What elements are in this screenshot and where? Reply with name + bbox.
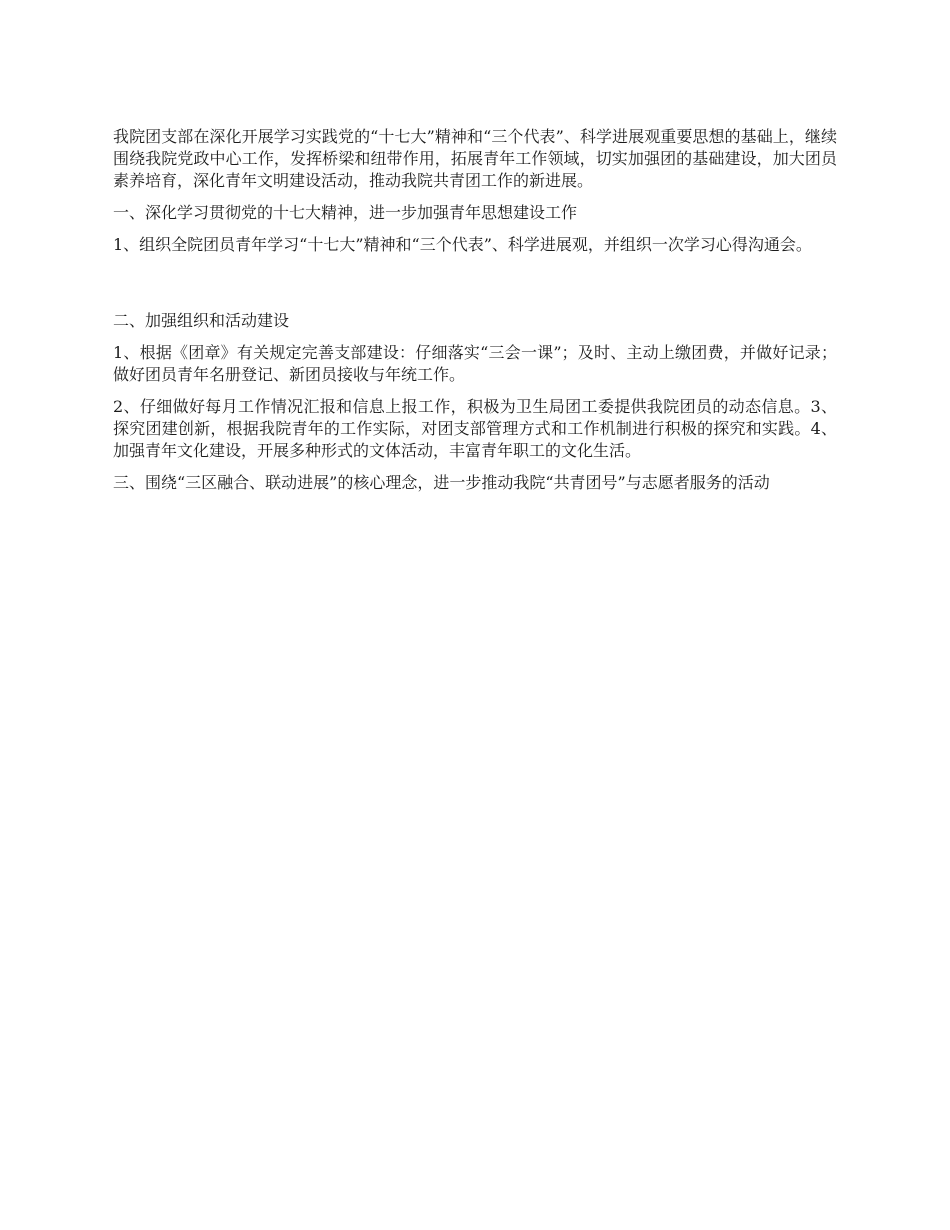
section-1-item-1: 1、组织全院团员青年学习“十七大”精神和“三个代表”、科学进展观，并组织一次学习心得沟通会。 <box>113 235 812 254</box>
document-body <box>113 126 837 504</box>
section-heading-3: 三、围绕“三区融合、联动进展”的核心理念，进一步推动我院“共青团号”与志愿者服务的活动 <box>113 473 770 492</box>
blank-spacer <box>113 266 837 310</box>
section-2-item-2: 2、仔细做好每月工作情况汇报和信息上报工作，积极为卫生局团工委提供我院团员的动态信息。3、探究团建创新，根据我院青年的工作实际，对团支部管理方式和工作机制进行积极的探究和实践。4、加强青年文化建设，开展多种形式的文体活动，丰富青年职工的文化生活。 <box>113 397 837 460</box>
section-2-item-1: 1、根据《团章》有关规定完善支部建设：仔细落实“三会一课”；及时、主动上缴团费，并做好记录；做好团员青年名册登记、新团员接收与年统工作。 <box>113 343 837 384</box>
intro-paragraph: 我院团支部在深化开展学习实践党的“十七大”精神和“三个代表”、科学进展观重要思想的基础上，继续围绕我院党政中心工作，发挥桥梁和纽带作用，拓展青年工作领域，切实加强团的基础建设，加大团员素养培育，深化青年文明建设活动，推动我院共青团工作的新进展。 <box>113 127 837 190</box>
section-heading-1: 一、深化学习贯彻党的十七大精神，进一步加强青年思想建设工作 <box>113 203 578 222</box>
section-heading-2: 二、加强组织和活动建设 <box>113 311 290 330</box>
